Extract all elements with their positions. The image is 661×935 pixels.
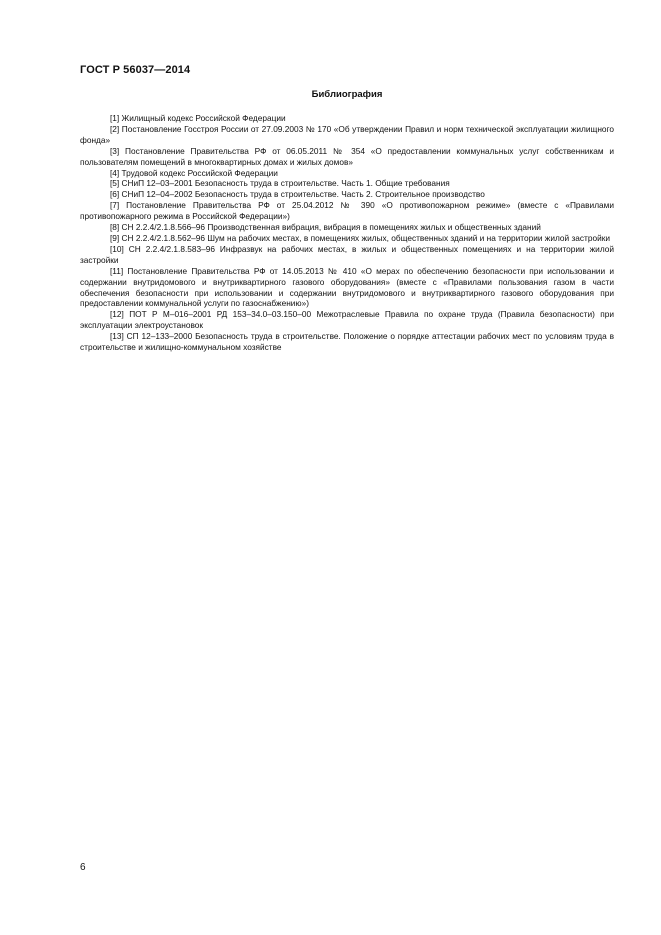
bibliography-list: [80, 113, 614, 353]
bibliography-entry-7: [7] Постановление Правительства РФ от 25.04.2012 № 390 «О противопожарном режиме» (вместе с «Правилами противопожарного режима в Российской Федерации»): [80, 200, 614, 222]
bibliography-title: Библиография: [311, 89, 383, 100]
document-code-header: ГОСТ Р 56037—2014: [80, 64, 191, 76]
bibliography-entry-11: [11] Постановление Правительства РФ от 14.05.2013 № 410 «О мерах по обеспечению безопасности при использовании и содержании внутридомового и внутриквартирного газового оборудования» (вместе с «Правилами пользования газом в части обеспечения безопасности при использовании и содержании внутридомового и внутриквартирного газового оборудования при предоставлении коммунальной услуги по газоснабжению»): [80, 265, 614, 309]
bibliography-entry-13: [13] СП 12–133–2000 Безопасность труда в строительстве. Положение о порядке аттестации рабочих мест по условиям труда в строительстве и жилищно-коммунальном хозяйстве: [80, 331, 614, 353]
bibliography-entry-3: [3] Постановление Правительства РФ от 06.05.2011 № 354 «О предоставлении коммунальных услуг собственникам и пользователям помещений в многоквартирных домах и жилых домов»: [80, 145, 614, 167]
bibliography-entry-6: [6] СНиП 12–04–2002 Безопасность труда в строительстве. Часть 2. Строительное производство: [110, 189, 485, 200]
bibliography-entry-5: [5] СНиП 12–03–2001 Безопасность труда в строительстве. Часть 1. Общие требования: [110, 178, 450, 189]
page-number: 6: [80, 862, 86, 873]
bibliography-entry-4: [4] Трудовой кодекс Российской Федерации: [110, 167, 278, 178]
bibliography-entry-1: [1] Жилищный кодекс Российской Федерации: [110, 113, 286, 123]
bibliography-entry-2: [2] Постановление Госстроя России от 27.09.2003 № 170 «Об утверждении Правил и норм технической эксплуатации жилищного фонда»: [80, 123, 614, 145]
bibliography-entry-9: [9] СН 2.2.4/2.1.8.562–96 Шум на рабочих местах, в помещениях жилых, общественных зданий и на территории жилой застройки: [110, 232, 610, 243]
bibliography-entry-10: [10] СН 2.2.4/2.1.8.583–96 Инфразвук на рабочих местах, в жилых и общественных помещениях и на территории жилой застройки: [80, 243, 614, 265]
bibliography-entry-12: [12] ПОТ Р М–016–2001 РД 153–34.0–03.150–00 Межотраслевые Правила по охране труда (Правила безопасности) при эксплуатации электроустановок: [80, 309, 614, 331]
bibliography-entry-8: [8] СН 2.2.4/2.1.8.566–96 Производственная вибрация, вибрация в помещениях жилых и общественных зданий: [110, 222, 541, 233]
